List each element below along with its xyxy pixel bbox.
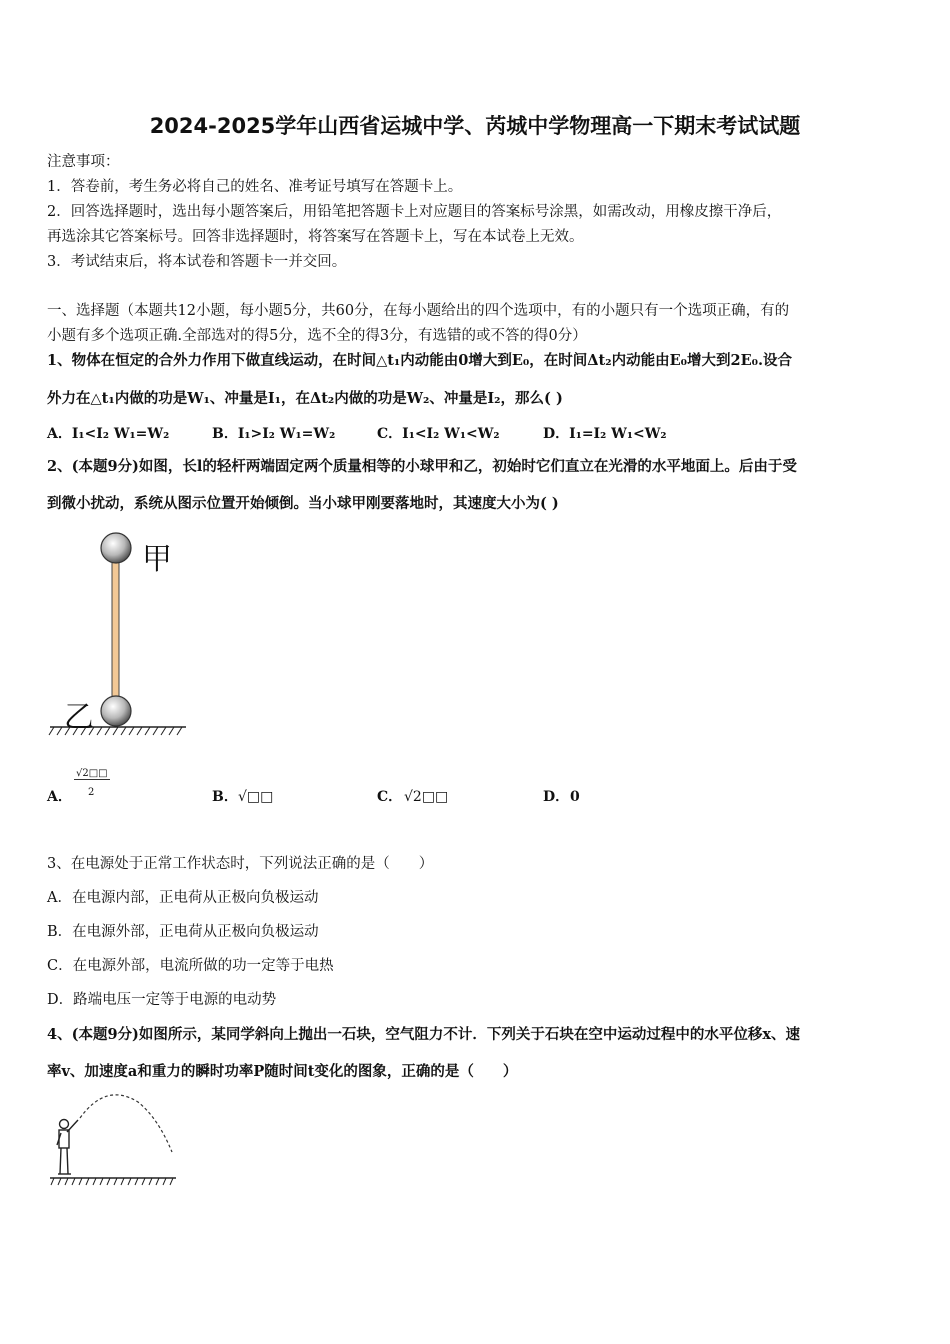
q2-stem-cont: 到微小扰动，系统从图示位置开始倾倒。当小球甲刚要落地时，其速度大小为( )	[47, 495, 559, 512]
ball-yi	[101, 696, 131, 726]
q2-option-a-denominator: 2	[88, 787, 95, 798]
student-figure	[57, 1120, 78, 1175]
q2-option-a-letter: A．	[47, 789, 72, 805]
notice-item: 3．考试结束后，将本试卷和答题卡一并交回。	[47, 254, 347, 270]
q4-stem-cont: 率v、加速度a和重力的瞬时功率P随时间t变化的图象，正确的是（ ）	[47, 1063, 518, 1080]
q3-option-c: C．在电源外部，电流所做的功一定等于电热	[47, 958, 334, 974]
q2-option-d-expr: 0	[570, 789, 580, 805]
label-jia: 甲	[142, 542, 172, 577]
q2-option-c-letter: C．	[377, 789, 403, 805]
q4-figure	[48, 1090, 183, 1190]
ground-hatch	[51, 1178, 173, 1185]
notice-item: 再选涂其它答案标号。回答非选择题时，将答案写在答题卡上，写在本试卷上无效。	[47, 229, 584, 245]
q2-stem: 2、(本题9分)如图，长l的轻杆两端固定两个质量相等的小球甲和乙，初始时它们直立在光滑的水平地面上。后由于受	[47, 458, 797, 475]
q2-option-d-letter: D．	[543, 789, 570, 805]
ball-jia	[101, 533, 131, 563]
q1-stem-cont: 外力在△t₁内做的功是W₁、冲量是I₁，在Δt₂内做的功是W₂、冲量是I₂，那么( )	[47, 390, 563, 407]
rod	[112, 562, 119, 702]
q3-stem: 3、在电源处于正常工作状态时，下列说法正确的是（ ）	[47, 856, 434, 872]
q2-option-c-expr: √2□□	[404, 789, 449, 805]
q3-option-d: D．路端电压一定等于电源的电动势	[47, 992, 277, 1008]
section-heading-cont: 小题有多个选项正确.全部选对的得5分，选不全的得3分，有选错的或不答的得0分）	[47, 328, 587, 344]
notice-item: 1．答卷前，考生务必将自己的姓名、准考证号填写在答题卡上。	[47, 179, 463, 195]
q1-option-a: A．I₁<I₂ W₁=W₂	[47, 426, 170, 442]
q1-option-b: B．I₁>I₂ W₁=W₂	[212, 426, 336, 442]
q1-option-c: C．I₁<I₂ W₁<W₂	[377, 426, 500, 442]
q3-option-a: A．在电源内部，正电荷从正极向负极运动	[47, 890, 319, 906]
q2-option-a-numerator: √2□□	[76, 768, 108, 779]
q1-stem: 1、物体在恒定的合外力作用下做直线运动，在时间△t₁内动能由0增大到E₀，在时间Δt₂内动能由E₀增大到2E₀.设合	[47, 352, 793, 369]
q3-option-b: B．在电源外部，正电荷从正极向负极运动	[47, 924, 319, 940]
q2-option-b-letter: B．	[212, 789, 238, 805]
label-yi: 乙	[64, 700, 94, 735]
section-heading: 一、选择题（本题共12小题，每小题5分，共60分，在每小题给出的四个选项中，有的小题只有一个选项正确，有的	[47, 303, 790, 319]
q1-option-d: D．I₁=I₂ W₁<W₂	[543, 426, 667, 442]
page-title: 2024-2025学年山西省运城中学、芮城中学物理高一下期末考试试题	[149, 114, 801, 138]
q4-stem: 4、(本题9分)如图所示，某同学斜向上抛出一石块，空气阻力不计．下列关于石块在空中运动过程中的水平位移x、速	[47, 1026, 801, 1043]
trajectory	[80, 1095, 172, 1152]
notice-heading: 注意事项：	[47, 154, 120, 170]
q2-option-b-expr: √□□	[238, 789, 274, 805]
notice-item: 2．回答选择题时，选出每小题答案后，用铅笔把答题卡上对应题目的答案标号涂黑，如需改动，用橡皮擦干净后，	[47, 204, 782, 220]
